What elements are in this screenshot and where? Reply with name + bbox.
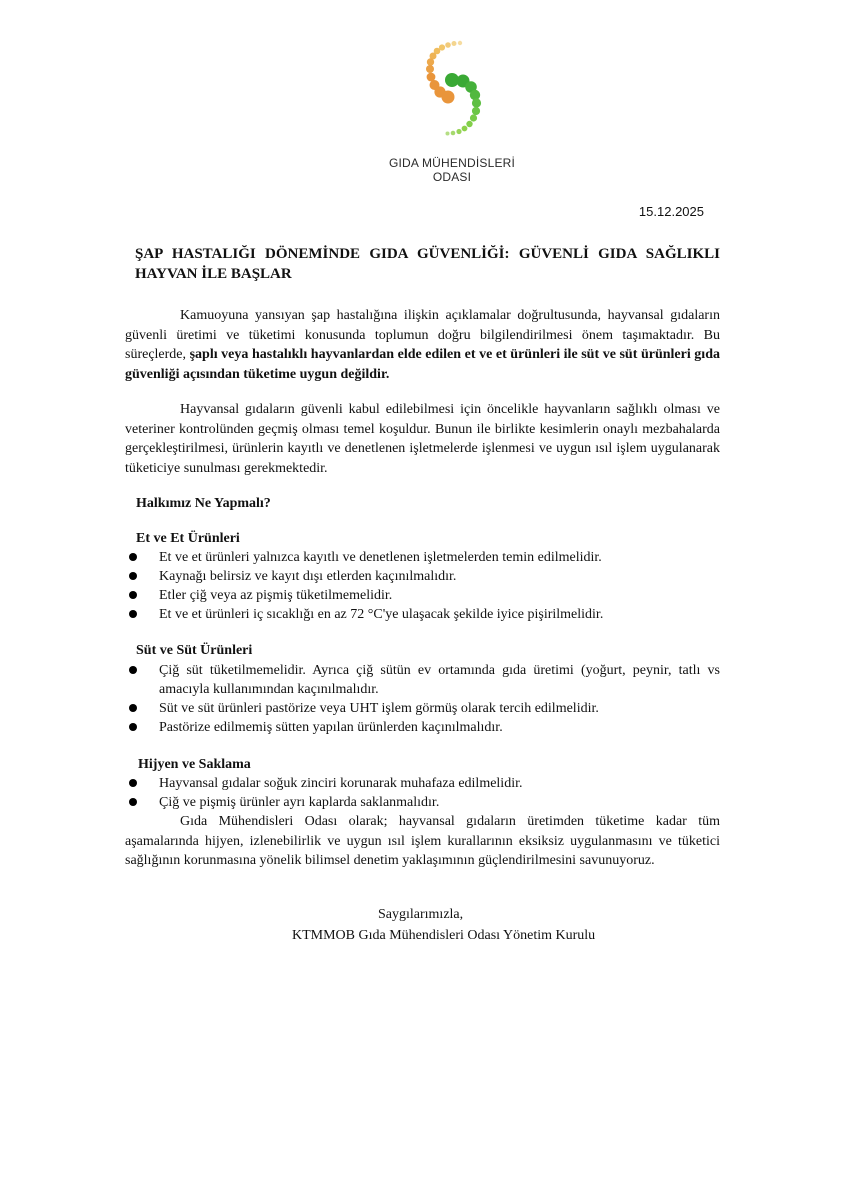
requirements-text: Hayvansal gıdaların güvenli kabul edilebilmesi için öncelikle hayvanların sağlıklı olması ve veteriner kontrolünden geçmiş olması temel koşuldur. Bunun ile birlikte kesimlerin onaylı mezbahalarda gerçekleştirilmesi, ürünlerin kayıtlı ve denetlenen işletmelerde işlenmesi ve uygun ısıl işlem uygulanarak tüketiciye sunulması gerekmektedir.	[125, 402, 720, 476]
bullet-icon	[129, 779, 137, 787]
list-item: Çiğ süt tüketilmemelidir. Ayrıca çiğ sütün ev ortamında gıda üretimi (yoğurt, peynir, tatlı vs amacıyla kullanımından kaçınılmalıdır.	[125, 661, 720, 699]
document-date: 15.12.2025	[638, 204, 704, 219]
section-heading-main: Halkımız Ne Yapmalı?	[136, 496, 271, 511]
bullet-icon	[129, 553, 137, 561]
list-item: Et ve et ürünleri iç sıcaklığı en az 72 °C'ye ulaşacak şekilde iyice pişirilmelidir.	[125, 605, 720, 624]
list-item: Çiğ ve pişmiş ürünler ayrı kaplarda saklanmalıdır.	[125, 793, 720, 812]
bullet-icon	[129, 666, 137, 674]
bullet-icon	[129, 572, 137, 580]
list-item: Et ve et ürünleri yalnızca kayıtlı ve denetlenen işletmelerden temin edilmelidir.	[125, 548, 720, 567]
logo-line-1: GIDA MÜHENDİSLERİ	[388, 156, 516, 170]
list-item: Hayvansal gıdalar soğuk zinciri korunarak muhafaza edilmelidir.	[125, 774, 720, 793]
list-item: Pastörize edilmemiş sütten yapılan ürünlerden kaçınılmalıdır.	[125, 718, 720, 737]
bullet-icon	[129, 798, 137, 806]
bullet-icon	[129, 610, 137, 618]
list-item: Etler çiğ veya az pişmiş tüketilmemelidir.	[125, 586, 720, 605]
logo-line-2: ODASI	[432, 170, 472, 184]
section-heading-meat: Et ve Et Ürünleri	[136, 531, 240, 546]
logo-text	[388, 156, 516, 184]
signoff-organization: KTMMOB Gıda Mühendisleri Odası Yönetim Kurulu	[292, 928, 596, 943]
section-heading-milk: Süt ve Süt Ürünleri	[136, 643, 253, 658]
signoff-greeting: Saygılarımızla,	[378, 907, 464, 922]
requirements-paragraph	[125, 400, 720, 478]
logo-mark-icon	[410, 38, 494, 150]
document-title: ŞAP HASTALIĞI DÖNEMİNDE GIDA GÜVENLİĞİ: GÜVENLİ GIDA SAĞLIKLI HAYVAN İLE BAŞLAR	[135, 246, 720, 282]
organization-logo	[388, 38, 516, 188]
list-item: Süt ve süt ürünleri pastörize veya UHT işlem görmüş olarak tercih edilmelidir.	[125, 699, 720, 718]
meat-list	[125, 548, 720, 624]
bullet-icon	[129, 591, 137, 599]
bullet-icon	[129, 723, 137, 731]
closing-text: Gıda Mühendisleri Odası olarak; hayvansal gıdaların üretimden tüketime kadar tüm aşamalarında hijyen, izlenebilirlik ve uygun ısıl işlem kurallarının eksiksiz uygulanmasını ve tüketici sağlığının korunmasına yönelik bilimsel denetim yaklaşımının güçlendirilmesini savunuyoruz.	[125, 814, 720, 868]
intro-paragraph	[125, 306, 720, 384]
hygiene-list	[125, 774, 720, 812]
intro-text: Kamuoyuna yansıyan şap hastalığına ilişkin açıklamalar doğrultusunda, hayvansal gıdaların güvenli üretimi ve tüketimi konusunda toplumun doğru bilgilendirilmesi önem taşımaktadır. Bu süreçlerde,	[125, 308, 720, 362]
section-heading-hygiene: Hijyen ve Saklama	[138, 757, 251, 772]
closing-paragraph	[125, 812, 720, 871]
bullet-icon	[129, 704, 137, 712]
intro-bold-text: şaplı veya hastalıklı hayvanlardan elde edilen et ve et ürünleri ile süt ve süt ürünleri gıda güvenliği açısından tüketime uygun değildir.	[125, 347, 720, 382]
milk-list	[125, 661, 720, 737]
list-item: Kaynağı belirsiz ve kayıt dışı etlerden kaçınılmalıdır.	[125, 567, 720, 586]
